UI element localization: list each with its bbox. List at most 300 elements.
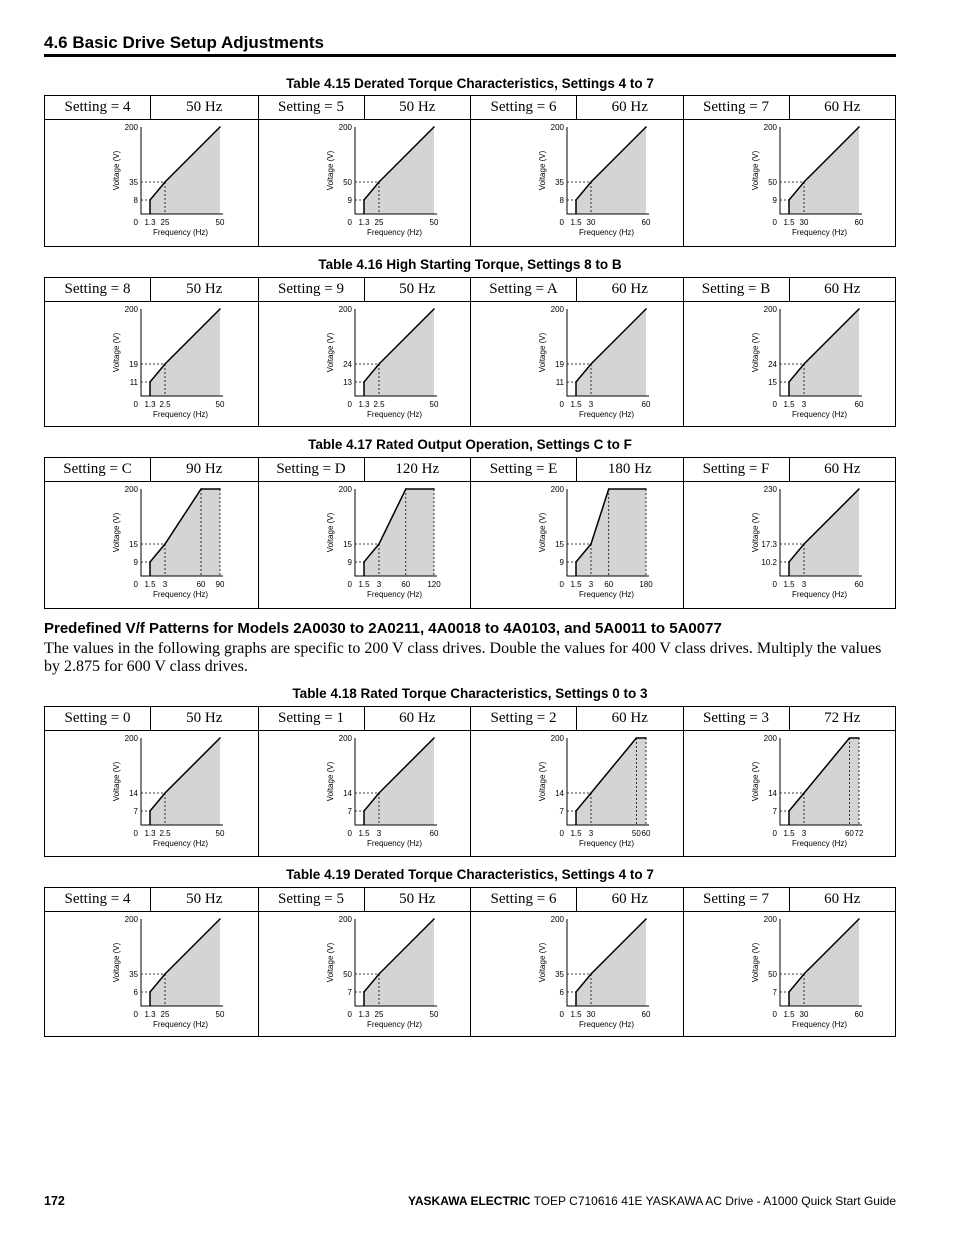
setting-label: Setting = 9 — [259, 278, 365, 301]
header-cell — [258, 707, 471, 730]
y-axis-title: Voltage (V) — [325, 150, 335, 191]
x-tick-label: 1.5 — [782, 400, 795, 409]
x-tick-label: 0 — [347, 400, 352, 409]
x-tick-label: 50 — [429, 1010, 438, 1019]
vf-point — [378, 181, 380, 183]
base-frequency: 60 Hz — [611, 99, 648, 115]
vf-point — [575, 199, 577, 201]
vf-point — [219, 126, 221, 128]
vf-graph-cell — [470, 731, 683, 856]
base-frequency: 50 Hz — [186, 281, 223, 297]
vf-chart — [45, 482, 257, 608]
x-tick-label: 3 — [376, 829, 381, 838]
table-caption: Table 4.17 Rated Output Operation, Settings C to F — [308, 437, 632, 452]
y-axis-title: Voltage (V) — [538, 942, 547, 983]
table-caption: Table 4.19 Derated Torque Characteristics, Settings 4 to 7 — [286, 867, 654, 882]
x-tick-label: 50 — [215, 400, 225, 409]
x-tick-label: 0 — [133, 829, 138, 838]
header-cell — [45, 888, 258, 911]
x-axis-title: Frequency (Hz) — [578, 228, 635, 237]
vf-graph-cell — [470, 302, 683, 426]
y-tick-label: 200 — [763, 305, 777, 314]
x-tick-label: 0 — [347, 580, 352, 589]
vf-graph-cell — [258, 302, 471, 426]
y-tick-label: 14 — [129, 789, 138, 798]
y-tick-label: 11 — [555, 378, 564, 387]
graph-row — [45, 731, 895, 856]
x-tick-label: 50 — [631, 829, 641, 838]
vf-shaded-area — [150, 738, 220, 825]
header-cell — [45, 96, 258, 119]
x-tick-label: 3 — [376, 580, 381, 589]
vf-point — [645, 737, 647, 739]
vf-point — [645, 126, 647, 128]
y-tick-label: 200 — [338, 734, 352, 743]
x-tick-label: 0 — [347, 829, 352, 838]
y-tick-label: 50 — [767, 178, 777, 187]
x-tick-label: 30 — [586, 218, 596, 227]
x-tick-label: 1.5 — [357, 580, 370, 589]
y-axis-title: Voltage (V) — [538, 512, 547, 553]
y-axis-title: Voltage (V) — [538, 332, 547, 373]
y-tick-label: 6 — [559, 988, 564, 997]
vf-point — [575, 991, 577, 993]
header-cell — [45, 707, 258, 730]
section-rule — [44, 54, 896, 57]
y-tick-label: 50 — [342, 970, 352, 979]
vf-point — [575, 381, 577, 383]
vf-graph-cell — [45, 302, 258, 426]
vf-point — [645, 308, 647, 310]
y-tick-label: 15 — [555, 540, 564, 549]
vf-chart — [259, 302, 471, 426]
x-tick-label: 0 — [133, 400, 138, 409]
y-tick-label: 7 — [133, 807, 138, 816]
header-cell — [45, 278, 258, 301]
y-tick-label: 200 — [338, 485, 352, 494]
y-tick-label: 9 — [559, 558, 564, 567]
vf-point — [433, 737, 435, 739]
base-frequency: 50 Hz — [186, 891, 223, 907]
y-tick-label: 8 — [559, 196, 564, 205]
vf-shaded-area — [789, 919, 859, 1006]
y-axis-title: Voltage (V) — [750, 332, 760, 373]
vf-chart — [684, 912, 896, 1036]
vf-point — [645, 918, 647, 920]
vf-chart — [471, 731, 683, 856]
x-tick-label: 30 — [799, 1010, 808, 1019]
vf-shaded-area — [789, 738, 859, 825]
vf-point — [788, 199, 790, 201]
y-tick-label: 10.2 — [760, 558, 777, 567]
vf-point — [363, 561, 365, 563]
base-frequency: 60 Hz — [611, 710, 648, 726]
vf-graph-cell — [683, 482, 896, 608]
x-tick-label: 0 — [772, 400, 777, 409]
vf-point — [363, 810, 365, 812]
vf-point — [788, 381, 790, 383]
setting-label: Setting = 5 — [259, 888, 365, 911]
setting-label: Setting = 5 — [259, 96, 365, 119]
setting-label: Setting = 0 — [45, 707, 151, 730]
x-tick-label: 60 — [641, 1010, 651, 1019]
footer-doc: TOEP C710616 41E YASKAWA AC Drive - A1000 Quick Start Guide — [533, 1194, 896, 1208]
vf-chart — [471, 302, 683, 426]
vf-graph-cell — [45, 731, 258, 856]
x-tick-label: 0 — [559, 1010, 564, 1019]
vf-graph-cell — [683, 731, 896, 856]
y-axis-title: Voltage (V) — [750, 150, 760, 191]
setting-label: Setting = D — [259, 458, 365, 481]
vf-chart — [259, 912, 471, 1036]
setting-label: Setting = 7 — [684, 888, 790, 911]
table-header-row — [45, 458, 895, 482]
x-tick-label: 1.3 — [144, 829, 156, 838]
x-tick-label: 60 — [854, 218, 863, 227]
y-tick-label: 14 — [767, 789, 777, 798]
x-tick-label: 0 — [559, 580, 564, 589]
y-axis-title: Voltage (V) — [112, 942, 121, 983]
y-axis-title: Voltage (V) — [112, 512, 121, 553]
x-tick-label: 0 — [559, 829, 564, 838]
vf-chart — [684, 482, 896, 608]
x-tick-label: 60 — [641, 218, 651, 227]
y-tick-label: 200 — [124, 123, 138, 132]
x-tick-label: 2.5 — [159, 400, 171, 409]
y-tick-label: 9 — [133, 558, 138, 567]
x-axis-title: Frequency (Hz) — [791, 228, 847, 237]
graph-row — [45, 482, 895, 608]
header-cell — [258, 96, 471, 119]
vf-graph-cell — [258, 912, 471, 1036]
y-tick-label: 19 — [555, 360, 564, 369]
y-tick-label: 200 — [124, 915, 138, 924]
vf-point — [149, 810, 151, 812]
setting-label: Setting = C — [45, 458, 151, 481]
y-tick-label: 200 — [550, 485, 564, 494]
subheading: Predefined V/f Patterns for Models 2A0030 to 2A0211, 4A0018 to 4A0103, and 5A0011 to 5A0077 — [44, 620, 722, 637]
vf-point — [433, 918, 435, 920]
vf-point — [164, 363, 166, 365]
setting-label: Setting = 3 — [684, 707, 790, 730]
x-tick-label: 25 — [374, 1010, 383, 1019]
y-axis-title: Voltage (V) — [750, 761, 760, 802]
vf-point — [788, 991, 790, 993]
setting-label: Setting = 4 — [45, 888, 151, 911]
y-tick-label: 24 — [767, 360, 777, 369]
table-header-row — [45, 707, 895, 731]
vf-pattern-table — [44, 457, 896, 609]
vf-point — [575, 810, 577, 812]
x-tick-label: 0 — [772, 218, 777, 227]
vf-point — [219, 488, 221, 490]
y-axis-title: Voltage (V) — [325, 942, 335, 983]
y-axis-title: Voltage (V) — [538, 761, 547, 802]
vf-point — [149, 199, 151, 201]
x-tick-label: 0 — [347, 1010, 352, 1019]
x-tick-label: 3 — [162, 580, 168, 589]
y-tick-label: 7 — [347, 988, 352, 997]
vf-graph-cell — [470, 482, 683, 608]
x-tick-label: 50 — [215, 829, 225, 838]
x-tick-label: 60 — [854, 400, 863, 409]
vf-point — [363, 381, 365, 383]
vf-chart — [45, 120, 257, 246]
table-caption: Table 4.16 High Starting Torque, Settings 8 to B — [318, 257, 622, 272]
setting-label: Setting = 4 — [45, 96, 151, 119]
base-frequency: 60 Hz — [611, 281, 648, 297]
x-tick-label: 0 — [772, 1010, 777, 1019]
y-tick-label: 15 — [767, 378, 777, 387]
x-tick-label: 25 — [160, 218, 170, 227]
base-frequency: 120 Hz — [395, 461, 440, 477]
vf-graph-cell — [258, 120, 471, 246]
x-tick-label: 50 — [215, 1010, 225, 1019]
base-frequency: 60 Hz — [824, 281, 861, 297]
x-tick-label: 25 — [374, 218, 383, 227]
header-cell — [470, 458, 683, 481]
y-tick-label: 200 — [763, 915, 777, 924]
vf-graph-cell — [45, 912, 258, 1036]
x-tick-label: 60 — [641, 400, 651, 409]
vf-shaded-area — [789, 489, 859, 576]
x-tick-label: 1.5 — [357, 829, 370, 838]
vf-pattern-table — [44, 95, 896, 247]
x-tick-label: 0 — [133, 1010, 138, 1019]
x-tick-label: 1.5 — [782, 580, 795, 589]
x-axis-title: Frequency (Hz) — [578, 839, 635, 848]
y-tick-label: 15 — [342, 540, 352, 549]
y-axis-title: Voltage (V) — [325, 332, 335, 373]
y-tick-label: 14 — [342, 789, 352, 798]
vf-graph-cell — [683, 302, 896, 426]
vf-shaded-area — [576, 489, 646, 576]
vf-point — [219, 918, 221, 920]
vf-chart — [471, 482, 683, 608]
x-tick-label: 50 — [429, 400, 438, 409]
vf-point — [149, 381, 151, 383]
vf-shaded-area — [364, 738, 434, 825]
graph-row — [45, 912, 895, 1036]
base-frequency: 90 Hz — [186, 461, 223, 477]
vf-graph-cell — [470, 912, 683, 1036]
header-cell — [45, 458, 258, 481]
y-tick-label: 200 — [550, 123, 564, 132]
vf-point — [803, 181, 805, 183]
x-axis-title: Frequency (Hz) — [366, 839, 422, 848]
header-cell — [683, 458, 896, 481]
vf-chart — [259, 731, 471, 856]
y-tick-label: 9 — [347, 196, 352, 205]
y-tick-label: 8 — [133, 196, 138, 205]
vf-point — [858, 918, 860, 920]
y-tick-label: 9 — [772, 196, 777, 205]
vf-point — [590, 792, 592, 794]
x-tick-label: 3 — [588, 829, 594, 838]
x-axis-title: Frequency (Hz) — [366, 1020, 422, 1029]
base-frequency: 60 Hz — [399, 710, 436, 726]
vf-point — [433, 488, 435, 490]
vf-graph-cell — [45, 482, 258, 608]
vf-point — [803, 792, 805, 794]
body-paragraph: The values in the following graphs are specific to 200 V class drives. Double the values for 400 V class drives. Multiply the values by 2.875 for 600 V class drives. — [44, 640, 882, 675]
y-tick-label: 7 — [772, 807, 777, 816]
base-frequency: 60 Hz — [824, 99, 861, 115]
vf-point — [164, 543, 166, 545]
vf-shaded-area — [576, 127, 646, 214]
vf-chart — [471, 120, 683, 246]
x-tick-label: 60 — [604, 580, 614, 589]
x-tick-label: 1.3 — [144, 218, 156, 227]
setting-label: Setting = 6 — [471, 888, 577, 911]
vf-point — [164, 792, 166, 794]
x-tick-label: 3 — [801, 400, 806, 409]
vf-shaded-area — [576, 738, 646, 825]
vf-point — [149, 561, 151, 563]
vf-point — [164, 973, 166, 975]
page-number: 172 — [44, 1194, 65, 1208]
vf-point — [858, 126, 860, 128]
vf-point — [645, 488, 647, 490]
vf-shaded-area — [576, 309, 646, 396]
vf-point — [575, 561, 577, 563]
base-frequency: 60 Hz — [611, 891, 648, 907]
vf-point — [219, 308, 221, 310]
vf-shaded-area — [789, 309, 859, 396]
x-tick-label: 3 — [588, 580, 594, 589]
x-axis-title: Frequency (Hz) — [152, 590, 209, 599]
base-frequency: 72 Hz — [824, 710, 861, 726]
y-axis-title: Voltage (V) — [112, 150, 121, 191]
x-axis-title: Frequency (Hz) — [366, 590, 422, 599]
x-tick-label: 60 — [844, 829, 854, 838]
vf-point — [590, 973, 592, 975]
vf-graph-cell — [45, 120, 258, 246]
x-tick-label: 1.3 — [144, 400, 156, 409]
vf-point — [433, 126, 435, 128]
x-tick-label: 30 — [586, 1010, 596, 1019]
x-axis-title: Frequency (Hz) — [791, 839, 847, 848]
setting-label: Setting = 1 — [259, 707, 365, 730]
vf-shaded-area — [150, 489, 220, 576]
vf-chart — [259, 482, 471, 608]
x-axis-title: Frequency (Hz) — [366, 410, 422, 419]
y-axis-title: Voltage (V) — [325, 512, 335, 553]
vf-graph-cell — [258, 731, 471, 856]
vf-graph-cell — [683, 912, 896, 1036]
y-tick-label: 7 — [559, 807, 564, 816]
y-tick-label: 200 — [338, 305, 352, 314]
header-cell — [683, 96, 896, 119]
vf-chart — [471, 912, 683, 1036]
base-frequency: 50 Hz — [399, 281, 436, 297]
header-cell — [470, 707, 683, 730]
header-cell — [258, 278, 471, 301]
x-tick-label: 90 — [215, 580, 225, 589]
base-frequency: 180 Hz — [607, 461, 652, 477]
y-tick-label: 200 — [763, 123, 777, 132]
vf-chart — [45, 912, 257, 1036]
vf-point — [858, 488, 860, 490]
x-tick-label: 60 — [400, 580, 410, 589]
setting-label: Setting = E — [471, 458, 577, 481]
x-axis-title: Frequency (Hz) — [791, 410, 847, 419]
header-cell — [470, 888, 683, 911]
table-caption: Table 4.15 Derated Torque Characteristics, Settings 4 to 7 — [286, 76, 654, 91]
vf-graph-cell — [258, 482, 471, 608]
x-tick-label: 3 — [801, 829, 806, 838]
vf-point — [858, 737, 860, 739]
x-tick-label: 1.3 — [357, 218, 370, 227]
vf-shaded-area — [789, 127, 859, 214]
setting-label: Setting = A — [471, 278, 577, 301]
y-tick-label: 13 — [342, 378, 352, 387]
y-axis-title: Voltage (V) — [112, 761, 121, 802]
x-tick-label: 1.5 — [782, 829, 795, 838]
y-axis-title: Voltage (V) — [750, 942, 760, 983]
table-header-row — [45, 278, 895, 302]
vf-point — [433, 308, 435, 310]
y-tick-label: 200 — [763, 734, 777, 743]
vf-shaded-area — [364, 127, 434, 214]
x-tick-label: 2.5 — [159, 829, 171, 838]
setting-label: Setting = 8 — [45, 278, 151, 301]
vf-point — [149, 991, 151, 993]
x-axis-title: Frequency (Hz) — [578, 1020, 635, 1029]
y-tick-label: 11 — [129, 378, 138, 387]
vf-point — [404, 488, 406, 490]
y-axis-title: Voltage (V) — [325, 761, 335, 802]
vf-point — [803, 973, 805, 975]
x-axis-title: Frequency (Hz) — [791, 590, 847, 599]
header-cell — [683, 278, 896, 301]
x-tick-label: 2.5 — [372, 400, 385, 409]
vf-chart — [45, 302, 257, 426]
x-tick-label: 180 — [639, 580, 653, 589]
y-tick-label: 35 — [129, 970, 138, 979]
y-tick-label: 200 — [550, 915, 564, 924]
table-caption: Table 4.18 Rated Torque Characteristics, Settings 0 to 3 — [292, 686, 648, 701]
setting-label: Setting = B — [684, 278, 790, 301]
x-tick-label: 1.5 — [570, 218, 582, 227]
vf-point — [378, 973, 380, 975]
x-tick-label: 1.5 — [570, 580, 582, 589]
y-tick-label: 15 — [129, 540, 138, 549]
y-tick-label: 230 — [763, 485, 777, 494]
footer-brand: YASKAWA ELECTRIC — [407, 1194, 531, 1208]
x-axis-title: Frequency (Hz) — [791, 1020, 847, 1029]
x-axis-title: Frequency (Hz) — [152, 228, 209, 237]
x-tick-label: 1.5 — [570, 400, 582, 409]
vf-point — [788, 810, 790, 812]
x-tick-label: 0 — [347, 218, 352, 227]
x-axis-title: Frequency (Hz) — [578, 410, 635, 419]
header-cell — [470, 96, 683, 119]
x-tick-label: 1.3 — [357, 400, 370, 409]
vf-point — [803, 363, 805, 365]
y-tick-label: 19 — [129, 360, 138, 369]
vf-pattern-table — [44, 706, 896, 857]
y-tick-label: 14 — [555, 789, 564, 798]
vf-point — [848, 737, 850, 739]
setting-label: Setting = 6 — [471, 96, 577, 119]
header-cell — [683, 888, 896, 911]
y-tick-label: 200 — [550, 305, 564, 314]
x-tick-label: 1.5 — [782, 218, 795, 227]
x-axis-title: Frequency (Hz) — [152, 1020, 209, 1029]
y-tick-label: 9 — [347, 558, 352, 567]
x-tick-label: 1.5 — [782, 1010, 795, 1019]
